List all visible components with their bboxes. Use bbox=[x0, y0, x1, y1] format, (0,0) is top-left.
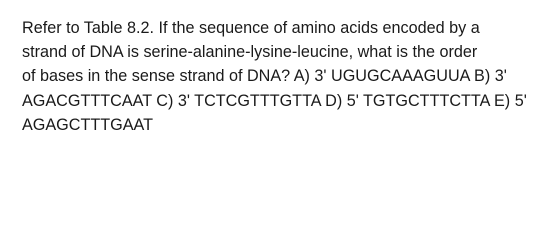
question-line-2: strand of DNA is serine-alanine-lysine-leucine, what is the order bbox=[22, 43, 478, 62]
question-line-5: AGAGCTTTGAAT bbox=[22, 115, 154, 134]
question-line-1: Refer to Table 8.2. If the sequence of amino acids encoded by a bbox=[22, 19, 480, 37]
question-text bbox=[22, 16, 536, 137]
question-line-4: AGACGTTTCAAT C) 3' TCTCGTTTGTTA D) 5' TGTGCTTTCTTA E) 5' bbox=[22, 91, 527, 110]
question-line-3: of bases in the sense strand of DNA? A) 3' UGUGCAAAGUUA B) 3' bbox=[22, 67, 507, 86]
